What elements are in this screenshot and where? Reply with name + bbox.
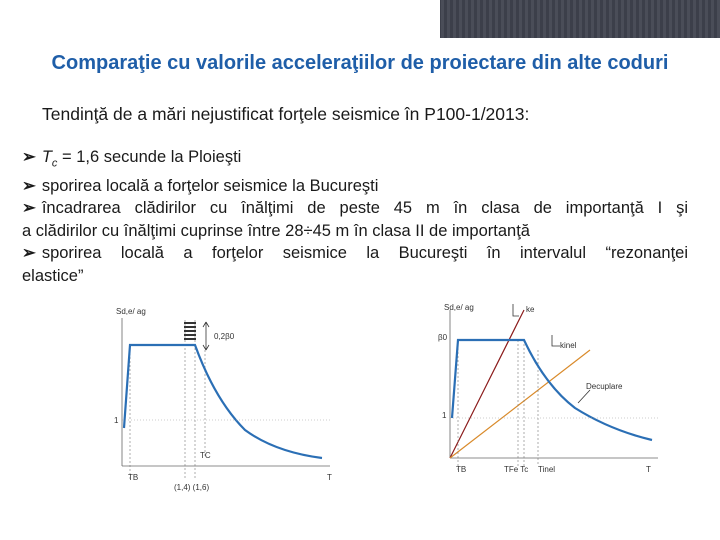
bullet-arrow-icon: ➢ bbox=[22, 244, 36, 263]
left-periods: (1,4) (1,6) bbox=[174, 483, 210, 492]
bullet-1 bbox=[22, 146, 688, 175]
bullet-arrow-icon: ➢ bbox=[22, 176, 36, 195]
right-tb-label: TB bbox=[456, 465, 467, 474]
bullet-3-cont: a clădirilor cu înălţimi cuprinse între 28÷45 m în clasa II de importanţă bbox=[22, 221, 530, 240]
left-chart bbox=[114, 307, 332, 492]
bullet-4-line-1: sporirea locală a forţelor seismice la Bucureşti în intervalul “rezonanţei bbox=[41, 244, 688, 263]
bullet-1-text: = 1,6 secunde la Ploieşti bbox=[57, 148, 242, 166]
left-spectrum-curve bbox=[124, 345, 322, 458]
left-ylabel: Sd,e/ ag bbox=[116, 307, 146, 316]
plateau-bar-1 bbox=[184, 322, 196, 324]
bullet-list bbox=[22, 146, 688, 287]
decoupling-label: Decuplare bbox=[586, 382, 623, 391]
right-tfe-tc-label: TFe Tc bbox=[504, 465, 529, 474]
bullet-1-var: $T_c$ bbox=[41, 148, 58, 170]
spectrum-diagrams bbox=[0, 290, 720, 530]
beta0-label: β0 bbox=[438, 333, 448, 342]
header-bar-light bbox=[0, 0, 440, 38]
right-ylabel: Sd,e/ ag bbox=[444, 303, 474, 312]
bullet-2-text: sporirea locală a forţelor seismice la Bucureşti bbox=[41, 176, 379, 195]
plateau-bar-5 bbox=[184, 338, 196, 340]
bullet-4-cont: elastice” bbox=[22, 266, 84, 285]
right-y-one: 1 bbox=[442, 411, 447, 420]
ke-line bbox=[450, 310, 524, 458]
right-chart bbox=[438, 303, 658, 474]
header-bar bbox=[0, 0, 720, 38]
plateau-bar-4 bbox=[184, 334, 196, 336]
kinel-marker bbox=[552, 335, 560, 346]
ke-marker bbox=[513, 304, 519, 316]
left-tc-label: TC bbox=[200, 451, 211, 460]
ke-label: ke bbox=[526, 305, 535, 314]
bullet-arrow-icon: ➢ bbox=[22, 199, 36, 218]
right-x-label: T bbox=[646, 465, 651, 474]
left-tb-label: TB bbox=[128, 473, 139, 482]
left-y-one: 1 bbox=[114, 416, 119, 425]
bullet-2 bbox=[22, 175, 688, 198]
right-tinel-label: Tinel bbox=[538, 465, 556, 474]
decoupling-leader bbox=[578, 390, 590, 403]
plateau-bar-2 bbox=[184, 326, 196, 328]
bullet-4 bbox=[22, 242, 688, 265]
slide-subtitle: Tendinţă de a mări nejustificat forţele seismice în P100-1/2013: bbox=[42, 104, 530, 124]
kinel-label: kinel bbox=[560, 341, 577, 350]
plateau-bar-3 bbox=[184, 330, 196, 332]
left-annotation: 0,2β0 bbox=[214, 332, 235, 341]
bullet-arrow-icon: ➢ bbox=[22, 148, 36, 166]
bullet-3-line-1: încadrarea clădirilor cu înălţimi de peste 45 m în clasa de importanţă I şi bbox=[41, 199, 688, 218]
bullet-3 bbox=[22, 197, 688, 220]
left-x-label: T bbox=[327, 473, 332, 482]
slide-title: Comparaţie cu valorile acceleraţiilor de proiectare din alte coduri bbox=[51, 52, 669, 74]
